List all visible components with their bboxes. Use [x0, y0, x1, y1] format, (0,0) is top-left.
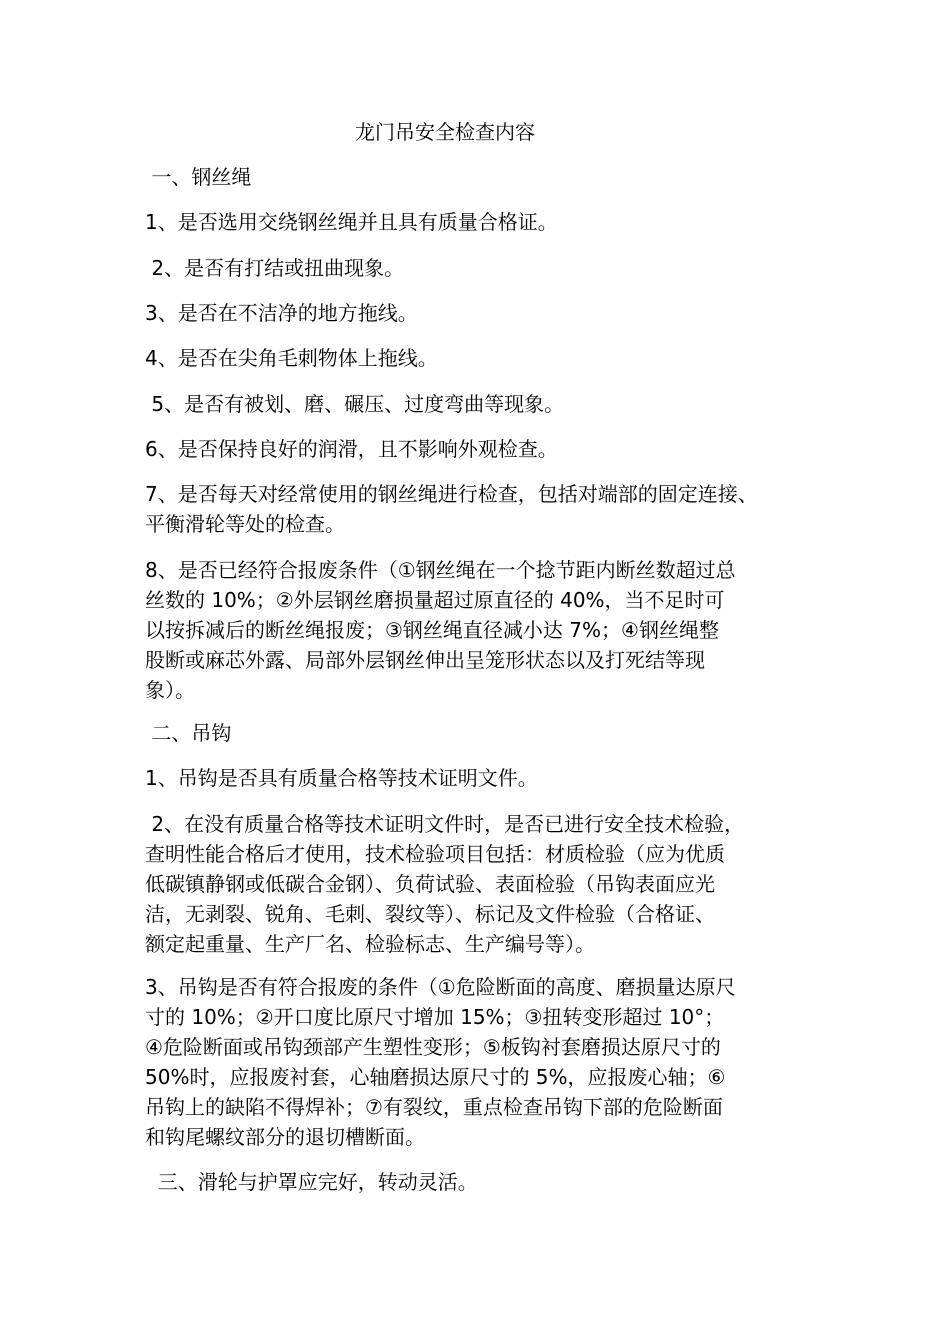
paragraph-item: 3、吊钩是否有符合报废的条件（①危险断面的高度、磨损量达原尺 寸的 10%；②开口度比原尺寸增加 15%；③扭转变形超过 10°； ④危险断面或吊钩颈部产生塑性变形；⑤板钩衬套磨损达原尺寸的 50%时，应报废衬套，心轴磨损达原尺寸的 5%，应报废心轴；⑥ 吊钩上的缺陷不得焊补；⑦有裂纹，重点检查吊钩下部的危险断面 和钩尾螺纹部分的退切槽断面。: [145, 975, 736, 1149]
paragraph-item: 2、在没有质量合格等技术证明文件时，是否已进行安全技术检验， 查明性能合格后才使用，技术检验项目包括：材质检验（应为优质 低碳镇静钢或低碳合金钢）、负荷试验、表面检验（吊钩表面应光 洁，无剥裂、锐角、毛刺、裂纹等）、标记及文件检验（合格证、 额定起重量、生产厂名、检验标志、生产编号等）。: [145, 812, 745, 956]
paragraph-item: 8、是否已经符合报废条件（①钢丝绳在一个捻节距内断丝数超过总 丝数的 10%；②外层钢丝磨损量超过原直径的 40%，当不足时可 以按拆减后的断丝绳报废；③钢丝绳直径减小达 7%；④钢丝绳整 股断或麻芯外露、局部外层钢丝伸出呈笼形状态以及打死结等现 象）。: [145, 558, 736, 702]
section-heading-hook: 二、吊钩: [145, 721, 232, 745]
section-heading-wire-rope: 一、钢丝绳: [145, 165, 252, 189]
paragraph-item: 7、是否每天对经常使用的钢丝绳进行检查，包括对端部的固定连接、 平衡滑轮等处的检查。: [145, 482, 758, 536]
paragraph-item: 4、是否在尖角毛刺物体上拖线。: [145, 346, 438, 370]
paragraph-item: 5、是否有被划、磨、碾压、过度弯曲等现象。: [145, 392, 565, 416]
paragraph-item: 1、是否选用交绕钢丝绳并且具有质量合格证。: [145, 210, 558, 234]
section-heading-pulley: 三、滑轮与护罩应完好，转动灵活。: [145, 1170, 478, 1194]
paragraph-item: 3、是否在不洁净的地方拖线。: [145, 301, 418, 325]
paragraph-item: 6、是否保持良好的润滑，且不影响外观检查。: [145, 437, 558, 461]
paragraph-item: 2、是否有打结或扭曲现象。: [145, 256, 405, 280]
document-title: 龙门吊安全检查内容: [355, 120, 535, 144]
paragraph-item: 1、吊钩是否具有质量合格等技术证明文件。: [145, 766, 538, 790]
